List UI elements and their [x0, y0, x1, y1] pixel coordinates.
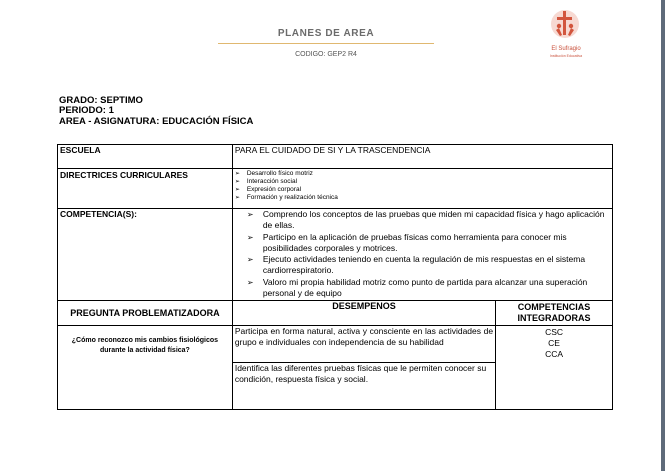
- competencias-integradoras-header: COMPETENCIAS INTEGRADORAS: [496, 301, 613, 326]
- list-item: ➢ Valoro mi propia habilidad motriz como punto de partida para alcanzar una superación personal y de equipo: [263, 277, 610, 299]
- header-row: [58, 301, 613, 326]
- list-item: ➢ Interacción social: [247, 178, 610, 186]
- area-line: AREA - ASIGNATURA: EDUCACIÓN FÍSICA: [59, 116, 254, 127]
- escuela-value: PARA EL CUIDADO DE SI Y LA TRASCENDENCIA: [232, 145, 612, 169]
- pregunta-header: PREGUNTA PROBLEMATIZADORA: [58, 301, 233, 326]
- escuela-label: ESCUELA: [58, 145, 233, 169]
- competencia-integradora: CCA: [545, 349, 564, 359]
- competencia-integradora: CE: [548, 338, 560, 348]
- competencias-integradoras: [496, 326, 613, 410]
- content-row: [58, 326, 613, 363]
- escuela-row: [58, 145, 613, 169]
- competencias-cell: [232, 209, 612, 301]
- list-item: ➢ Participo en la aplicación de pruebas físicas como herramienta para conocer mis posibilidades corporales y motrices.: [263, 232, 610, 254]
- competencias-list: [235, 209, 610, 299]
- periodo-line: PERIODO: 1: [59, 105, 114, 116]
- desempeno-1: Participa en forma natural, activa y consciente en las actividades de grupo e individuales con independencia de su habilidad: [232, 326, 495, 363]
- competencias-row: [58, 209, 613, 301]
- document-title: PLANES DE AREA: [277, 28, 375, 39]
- list-item: ➢ Expresión corporal: [247, 186, 610, 194]
- directrices-label: DIRECTRICES CURRICULARES: [58, 169, 233, 209]
- logo-subtext: Institución Educativa: [549, 54, 583, 58]
- list-item: ➢ Formación y realización técnica: [247, 194, 610, 202]
- competencia-integradora: CSC: [545, 327, 564, 337]
- directrices-cell: [232, 169, 612, 209]
- document-code: CODIGO: GEP2 R4: [295, 51, 357, 58]
- list-item: ➢ Desarrollo físico motriz: [247, 170, 610, 178]
- list-item: ➢ Ejecuto actividades teniendo en cuenta la regulación de mis respuestas en el sistema cardiorrespiratorio.: [263, 254, 610, 276]
- pregunta-problematizadora: ¿Cómo reconozco mis cambios fisiológicos durante la actividad física?: [58, 326, 233, 410]
- school-logo-icon: [548, 8, 582, 60]
- competencias-label: COMPETENCIA(S):: [58, 209, 233, 301]
- page-edge: [661, 0, 665, 471]
- grado-line: GRADO: SEPTIMO: [59, 95, 143, 106]
- plan-table: [57, 144, 613, 410]
- logo-text: El Sufragio: [551, 46, 581, 52]
- desempeno-2: Identifica las diferentes pruebas físicas que le permiten conocer su condición, respuesta física y social.: [232, 363, 495, 410]
- title-underline: [218, 43, 434, 44]
- directrices-row: [58, 169, 613, 209]
- desempenos-header: DESEMPENOS: [232, 301, 495, 326]
- list-item: ➢ Comprendo los conceptos de las pruebas que miden mi capacidad física y hago aplicación de ellas.: [263, 209, 610, 231]
- directrices-list: [235, 170, 610, 202]
